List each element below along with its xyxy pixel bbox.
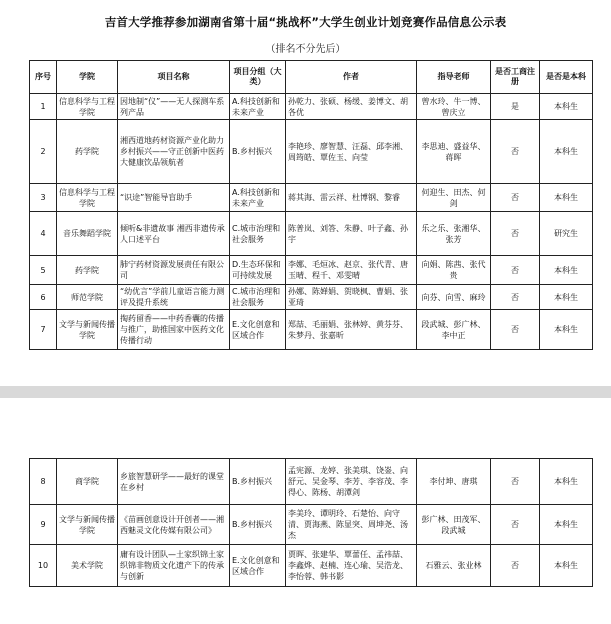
cell-project: “幼优言”学前儿童语言能力测评及提升系统 bbox=[118, 285, 230, 310]
cell-project: 肺宁药材资源发展责任有限公司 bbox=[118, 256, 230, 285]
table-row bbox=[30, 505, 593, 545]
cell-no: 9 bbox=[30, 505, 57, 545]
project-table-continued bbox=[29, 458, 593, 587]
cell-category: C.城市治理和社会服务 bbox=[230, 212, 286, 256]
cell-category: A.科技创新和未来产业 bbox=[230, 184, 286, 212]
cell-no: 5 bbox=[30, 256, 57, 285]
cell-undergrad: 本科生 bbox=[540, 285, 593, 310]
header-undergrad: 是否是本科 bbox=[540, 61, 593, 94]
cell-project: 湘西道地药材资源产业化助力乡村振兴——守正创新中医药大健康饮品领航者 bbox=[118, 120, 230, 184]
cell-college: 信息科学与工程学院 bbox=[57, 184, 118, 212]
cell-undergrad: 本科生 bbox=[540, 545, 593, 587]
cell-category: D.生态环保和可持续发展 bbox=[230, 256, 286, 285]
cell-advisors: 段武城、彭广林、李中正 bbox=[417, 310, 491, 350]
cell-no: 7 bbox=[30, 310, 57, 350]
cell-undergrad: 本科生 bbox=[540, 120, 593, 184]
project-table bbox=[29, 60, 593, 350]
cell-authors: 陈普岚、刘答、朱静、叶子鑫、孙宇 bbox=[286, 212, 417, 256]
cell-advisors: 乐之乐、张湘华、张芳 bbox=[417, 212, 491, 256]
cell-authors: 贾晖、张建华、覃蕾任、孟祎喆、李鑫烨、赵楠、连心瑜、吴浩龙、李怡蓉、韩书影 bbox=[286, 545, 417, 587]
header-category: 项目分组（大类） bbox=[230, 61, 286, 94]
page-separator bbox=[0, 386, 611, 398]
header-registered: 是否工商注册 bbox=[491, 61, 540, 94]
cell-authors: 孟宪源、龙婷、张美琪、饶崟、向舒元、吴金琴、李芳、李容茂、李得心、陈杨、胡潭剑 bbox=[286, 459, 417, 505]
cell-undergrad: 本科生 bbox=[540, 459, 593, 505]
table-row bbox=[30, 310, 593, 350]
header-advisors: 指导老师 bbox=[417, 61, 491, 94]
cell-undergrad: 本科生 bbox=[540, 184, 593, 212]
cell-authors: 李美玲、谭明玲、石楚怡、向守清、贾海燕、陈显突、周坤尧、汤杰 bbox=[286, 505, 417, 545]
cell-project: 掏药留香——中药香囊的传播与推广，助推国家中医药文化传播行动 bbox=[118, 310, 230, 350]
cell-advisors: 何迎生、田杰、何剑 bbox=[417, 184, 491, 212]
cell-category: B.乡村振兴 bbox=[230, 120, 286, 184]
cell-category: C.城市治理和社会服务 bbox=[230, 285, 286, 310]
table-row bbox=[30, 285, 593, 310]
cell-category: B.乡村振兴 bbox=[230, 505, 286, 545]
cell-college: 文学与新闻传播学院 bbox=[57, 310, 118, 350]
cell-advisors: 曾水玲、牛一博、曾庆立 bbox=[417, 94, 491, 120]
cell-advisors: 向芬、向雪、麻玲 bbox=[417, 285, 491, 310]
cell-no: 3 bbox=[30, 184, 57, 212]
cell-authors: 李娜、毛烜冰、赵京、张代青、唐玉晴、程千、邓雯晴 bbox=[286, 256, 417, 285]
table-row bbox=[30, 212, 593, 256]
cell-no: 2 bbox=[30, 120, 57, 184]
cell-no: 4 bbox=[30, 212, 57, 256]
cell-no: 1 bbox=[30, 94, 57, 120]
cell-no: 6 bbox=[30, 285, 57, 310]
table-row bbox=[30, 545, 593, 587]
cell-project: 倾听&非遗故事 湘西非遗传承人口述平台 bbox=[118, 212, 230, 256]
cell-undergrad: 本科生 bbox=[540, 310, 593, 350]
cell-college: 文学与新闻传播学院 bbox=[57, 505, 118, 545]
cell-college: 师范学院 bbox=[57, 285, 118, 310]
cell-advisors: 彭广林、田茂军、段武城 bbox=[417, 505, 491, 545]
header-no: 序号 bbox=[30, 61, 57, 94]
cell-registered: 是 bbox=[491, 94, 540, 120]
cell-advisors: 向娟、陈茜、张代贵 bbox=[417, 256, 491, 285]
table-row bbox=[30, 459, 593, 505]
cell-registered: 否 bbox=[491, 120, 540, 184]
cell-college: 美术学院 bbox=[57, 545, 118, 587]
document-title: 吉首大学推荐参加湖南省第十届“挑战杯”大学生创业计划竞赛作品信息公示表 bbox=[104, 15, 507, 29]
cell-college: 药学院 bbox=[57, 256, 118, 285]
cell-college: 信息科学与工程学院 bbox=[57, 94, 118, 120]
cell-authors: 孙娜、陈婵娟、贺晓枫、曹娟、张亚琦 bbox=[286, 285, 417, 310]
header-authors: 作者 bbox=[286, 61, 417, 94]
cell-advisors: 李付坤、唐琪 bbox=[417, 459, 491, 505]
cell-undergrad: 本科生 bbox=[540, 256, 593, 285]
cell-college: 音乐舞蹈学院 bbox=[57, 212, 118, 256]
cell-college: 药学院 bbox=[57, 120, 118, 184]
cell-category: B.乡村振兴 bbox=[230, 459, 286, 505]
cell-project: 庸有设计团队—土家织锦土家织锦非物质文化遗产下的传承与创新 bbox=[118, 545, 230, 587]
cell-no: 10 bbox=[30, 545, 57, 587]
cell-authors: 蒋其海、雷云祥、杜博钢、黎睿 bbox=[286, 184, 417, 212]
cell-registered: 否 bbox=[491, 212, 540, 256]
table-row bbox=[30, 256, 593, 285]
cell-authors: 李艳珍、廖智慧、汪磊、邱李湘、周筠皓、覃佐玉、向莹 bbox=[286, 120, 417, 184]
cell-project: “识途”智能导盲助手 bbox=[118, 184, 230, 212]
document-page-2 bbox=[0, 398, 611, 624]
table-header-row bbox=[30, 61, 593, 94]
cell-undergrad: 本科生 bbox=[540, 94, 593, 120]
cell-registered: 否 bbox=[491, 505, 540, 545]
cell-project: 因地制“仪”——无人探测车系列产品 bbox=[118, 94, 230, 120]
cell-category: E.文化创意和区域合作 bbox=[230, 545, 286, 587]
cell-undergrad: 研究生 bbox=[540, 212, 593, 256]
table-row bbox=[30, 120, 593, 184]
cell-advisors: 石雅云、张业林 bbox=[417, 545, 491, 587]
cell-category: A.科技创新和未来产业 bbox=[230, 94, 286, 120]
cell-registered: 否 bbox=[491, 184, 540, 212]
table-row bbox=[30, 184, 593, 212]
cell-registered: 否 bbox=[491, 545, 540, 587]
table-row bbox=[30, 94, 593, 120]
cell-advisors: 李思迪、盛益华、蒋晖 bbox=[417, 120, 491, 184]
cell-registered: 否 bbox=[491, 310, 540, 350]
cell-authors: 孙乾力、张硕、杨缓、姜博文、胡各优 bbox=[286, 94, 417, 120]
cell-undergrad: 本科生 bbox=[540, 505, 593, 545]
document-subtitle: （排名不分先后） bbox=[265, 44, 346, 55]
cell-authors: 郑喆、毛丽娟、张林婷、黄芬芬、朱梦丹、张嘉昕 bbox=[286, 310, 417, 350]
header-college: 学院 bbox=[57, 61, 118, 94]
cell-registered: 否 bbox=[491, 459, 540, 505]
cell-college: 商学院 bbox=[57, 459, 118, 505]
cell-project: 乡旅智慧研学——最好的课堂在乡村 bbox=[118, 459, 230, 505]
cell-registered: 否 bbox=[491, 285, 540, 310]
cell-no: 8 bbox=[30, 459, 57, 505]
cell-category: E.文化创意和区域合作 bbox=[230, 310, 286, 350]
cell-registered: 否 bbox=[491, 256, 540, 285]
cell-project: 《苗画创意设计开创者——湘西魅灵文化传媒有限公司》 bbox=[118, 505, 230, 545]
header-project: 项目名称 bbox=[118, 61, 230, 94]
